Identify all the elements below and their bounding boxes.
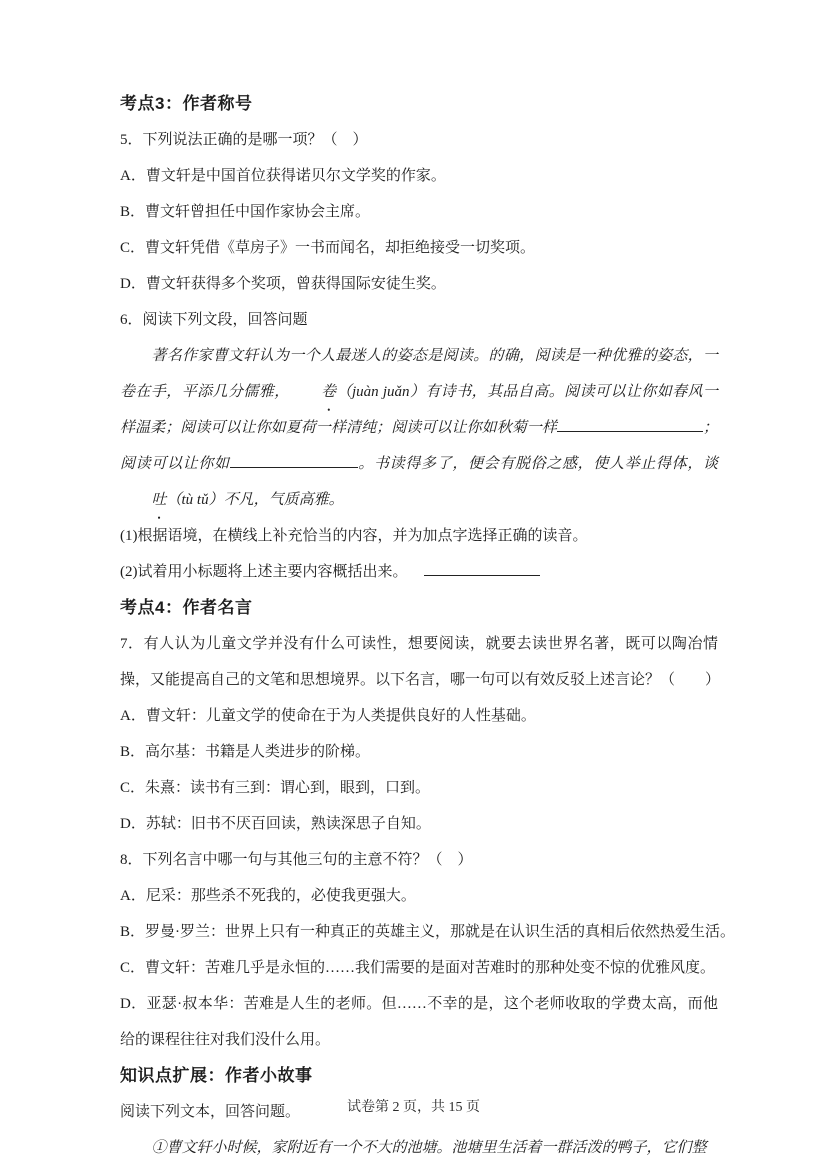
question-7-option-c: C．朱熹：读书有三到：谓心到，眼到，口到。 (120, 780, 431, 796)
dotted-char-tu: 吐 (151, 492, 167, 508)
page-content (120, 86, 736, 1166)
question-8-stem: 8．下列名言中哪一句与其他三句的主意不符？（ ） (120, 852, 473, 868)
reading-passage (120, 338, 718, 518)
section-heading-kaodian4: 考点4：作者名言 (120, 598, 253, 617)
question-5-option-b: B．曹文轩曾担任中国作家协会主席。 (120, 204, 371, 220)
question-8-option-a: A．尼采：那些杀不死我的，必使我更强大。 (120, 888, 416, 904)
question-5-option-c: C．曹文轩凭借《草房子》一书而闻名，却拒绝接受一切奖项。 (120, 240, 536, 256)
passage-text: ；阅读可以让你如 (120, 420, 718, 472)
passage-text: 著名作家曹文轩认为一个人最迷人的姿态是阅读。的确，阅读是一种优雅的姿态，一卷在手，平添几分儒雅， (120, 348, 718, 400)
sub-question-text: (2)试着用小标题将上述主要内容概括出来。 (120, 564, 408, 580)
passage-text: 。书读得多了，便会有脱俗之感，使人举止得体，谈 (357, 456, 718, 472)
question-7-stem: 7．有人认为儿童文学并没有什么可读性，想要阅读，就要去读世界名著，既可以陶冶情操，又能提高自己的文笔和思想境界。以下名言，哪一句可以有效反驳上述言论？（ ） (120, 636, 721, 688)
question-8-option-b: B．罗曼·罗兰：世界上只有一种真正的英雄主义，那就是在认识生活的真相后依然热爱生活。 (120, 924, 736, 940)
question-5-option-a: A．曹文轩是中国首位获得诺贝尔文学奖的作家。 (120, 168, 446, 184)
fill-in-blank-line-1 (557, 416, 703, 432)
question-8-option-d: D．亚瑟·叔本华：苦难是人生的老师。但……不幸的是，这个老师收取的学费太高，而他给的课程往往对我们没什么用。 (120, 996, 718, 1048)
passage-text: （juàn juǎn）有诗书，其品自高。阅读可以让你如春风一样温柔；阅读可以让你如夏荷一样清纯；阅读可以让你如秋菊一样 (120, 384, 718, 436)
question-7-option-d: D．苏轼：旧书不厌百回读，熟读深思子自知。 (120, 816, 431, 832)
fill-in-blank-line-2 (230, 452, 358, 468)
question-5-option-d: D．曹文轩获得多个奖项，曾获得国际安徒生奖。 (120, 276, 446, 292)
section-heading-expansion: 知识点扩展：作者小故事 (120, 1066, 313, 1085)
section-heading-kaodian3: 考点3：作者称号 (120, 94, 253, 113)
question-6-stem: 6．阅读下列文段，回答问题 (120, 312, 308, 328)
question-6-sub-1: (1)根据语境，在横线上补充恰当的内容，并为加点字选择正确的读音。 (120, 528, 588, 544)
question-7-option-a: A．曹文轩：儿童文学的使命在于为人类提供良好的人性基础。 (120, 708, 536, 724)
question-6-sub-2 (120, 554, 718, 590)
question-7-option-b: B．高尔基：书籍是人类进步的阶梯。 (120, 744, 371, 760)
passage-text: （tù tǔ）不凡，气质高雅。 (166, 492, 344, 508)
page-footer: 试卷第 2 页，共 15 页 (347, 1100, 480, 1115)
dotted-char-juan: 卷 (321, 384, 337, 400)
story-passage: ①曹文轩小时候，家附近有一个不大的池塘。池塘里生活着一群活泼的鸭子，它们整 (151, 1140, 707, 1156)
question-5-stem: 5．下列说法正确的是哪一项？（ ） (120, 132, 368, 148)
answer-blank-line (424, 560, 540, 576)
expansion-intro: 阅读下列文本，回答问题。 (120, 1104, 301, 1120)
question-8-option-c: C．曹文轩：苦难几乎是永恒的……我们需要的是面对苦难时的那种处变不惊的优雅风度。 (120, 960, 716, 976)
